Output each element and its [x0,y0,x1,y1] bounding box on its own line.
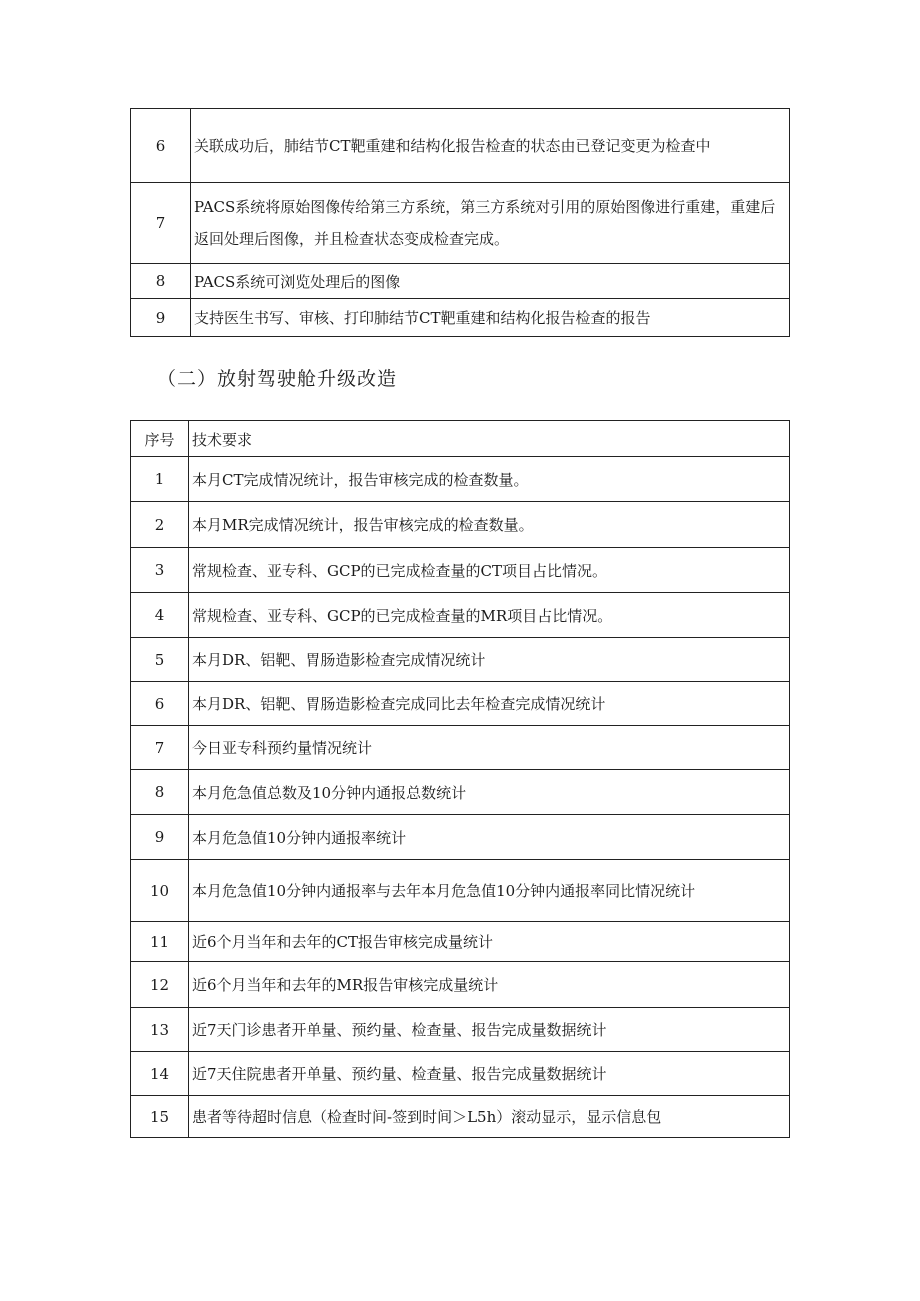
table-row [131,299,790,337]
row-text: 本月DR、铝靶、胃肠造影检查完成同比去年检查完成情况统计 [189,682,790,726]
table-row [131,770,790,815]
row-text: PACS系统将原始图像传给第三方系统，第三方系统对引用的原始图像进行重建，重建后返回处理后图像，并且检查状态变成检查完成。 [191,183,790,264]
row-text: 本月危急值总数及10分钟内通报总数统计 [189,770,790,815]
table-row [131,860,790,922]
row-number: 7 [131,726,189,770]
row-text: 本月危急值10分钟内通报率统计 [189,815,790,860]
row-text: 常规检查、亚专科、GCP的已完成检查量的CT项目占比情况。 [189,548,790,593]
row-text: 常规检查、亚专科、GCP的已完成检查量的MR项目占比情况。 [189,593,790,638]
table-row [131,682,790,726]
header-requirement: 技术要求 [189,421,790,457]
table-row [131,962,790,1008]
row-text: 近7天住院患者开单量、预约量、检查量、报告完成量数据统计 [189,1052,790,1096]
row-number: 9 [131,815,189,860]
row-text: 今日亚专科预约量情况统计 [189,726,790,770]
row-number: 9 [131,299,191,337]
row-number: 4 [131,593,189,638]
row-text: 本月DR、铝靶、胃肠造影检查完成情况统计 [189,638,790,682]
table-row [131,593,790,638]
table-pacs-requirements [130,108,790,337]
row-number: 13 [131,1008,189,1052]
table-row [131,183,790,264]
table-cockpit-requirements [130,420,790,1138]
row-number: 5 [131,638,189,682]
row-text: 近7天门诊患者开单量、预约量、检查量、报告完成量数据统计 [189,1008,790,1052]
row-text: 本月CT完成情况统计，报告审核完成的检查数量。 [189,457,790,502]
row-number: 6 [131,682,189,726]
table-row [131,726,790,770]
row-number: 8 [131,770,189,815]
row-text: 关联成功后，肺结节CT靶重建和结构化报告检查的状态由已登记变更为检查中 [191,109,790,183]
table-row [131,922,790,962]
row-text: 患者等待超时信息（检查时间-签到时间＞L5h）滚动显示，显示信息包 [189,1096,790,1138]
row-number: 15 [131,1096,189,1138]
row-number: 10 [131,860,189,922]
row-text: 本月危急值10分钟内通报率与去年本月危急值10分钟内通报率同比情况统计 [189,860,790,922]
row-number: 11 [131,922,189,962]
row-text: 近6个月当年和去年的MR报告审核完成量统计 [189,962,790,1008]
header-number: 序号 [131,421,189,457]
section-heading: （二）放射驾驶舱升级改造 [157,368,398,390]
table-row [131,1008,790,1052]
table-row [131,457,790,502]
row-text: PACS系统可浏览处理后的图像 [191,264,790,299]
row-text: 近6个月当年和去年的CT报告审核完成量统计 [189,922,790,962]
row-number: 7 [131,183,191,264]
table-row [131,815,790,860]
table-row [131,1096,790,1138]
table-row [131,1052,790,1096]
row-number: 1 [131,457,189,502]
row-number: 12 [131,962,189,1008]
table-row [131,109,790,183]
row-number: 8 [131,264,191,299]
table-row [131,502,790,548]
table-row [131,264,790,299]
table-row [131,548,790,593]
row-text: 支持医生书写、审核、打印肺结节CT靶重建和结构化报告检查的报告 [191,299,790,337]
row-number: 3 [131,548,189,593]
row-number: 14 [131,1052,189,1096]
row-number: 6 [131,109,191,183]
table-header-row [131,421,790,457]
row-text: 本月MR完成情况统计，报告审核完成的检查数量。 [189,502,790,548]
row-number: 2 [131,502,189,548]
table-row [131,638,790,682]
